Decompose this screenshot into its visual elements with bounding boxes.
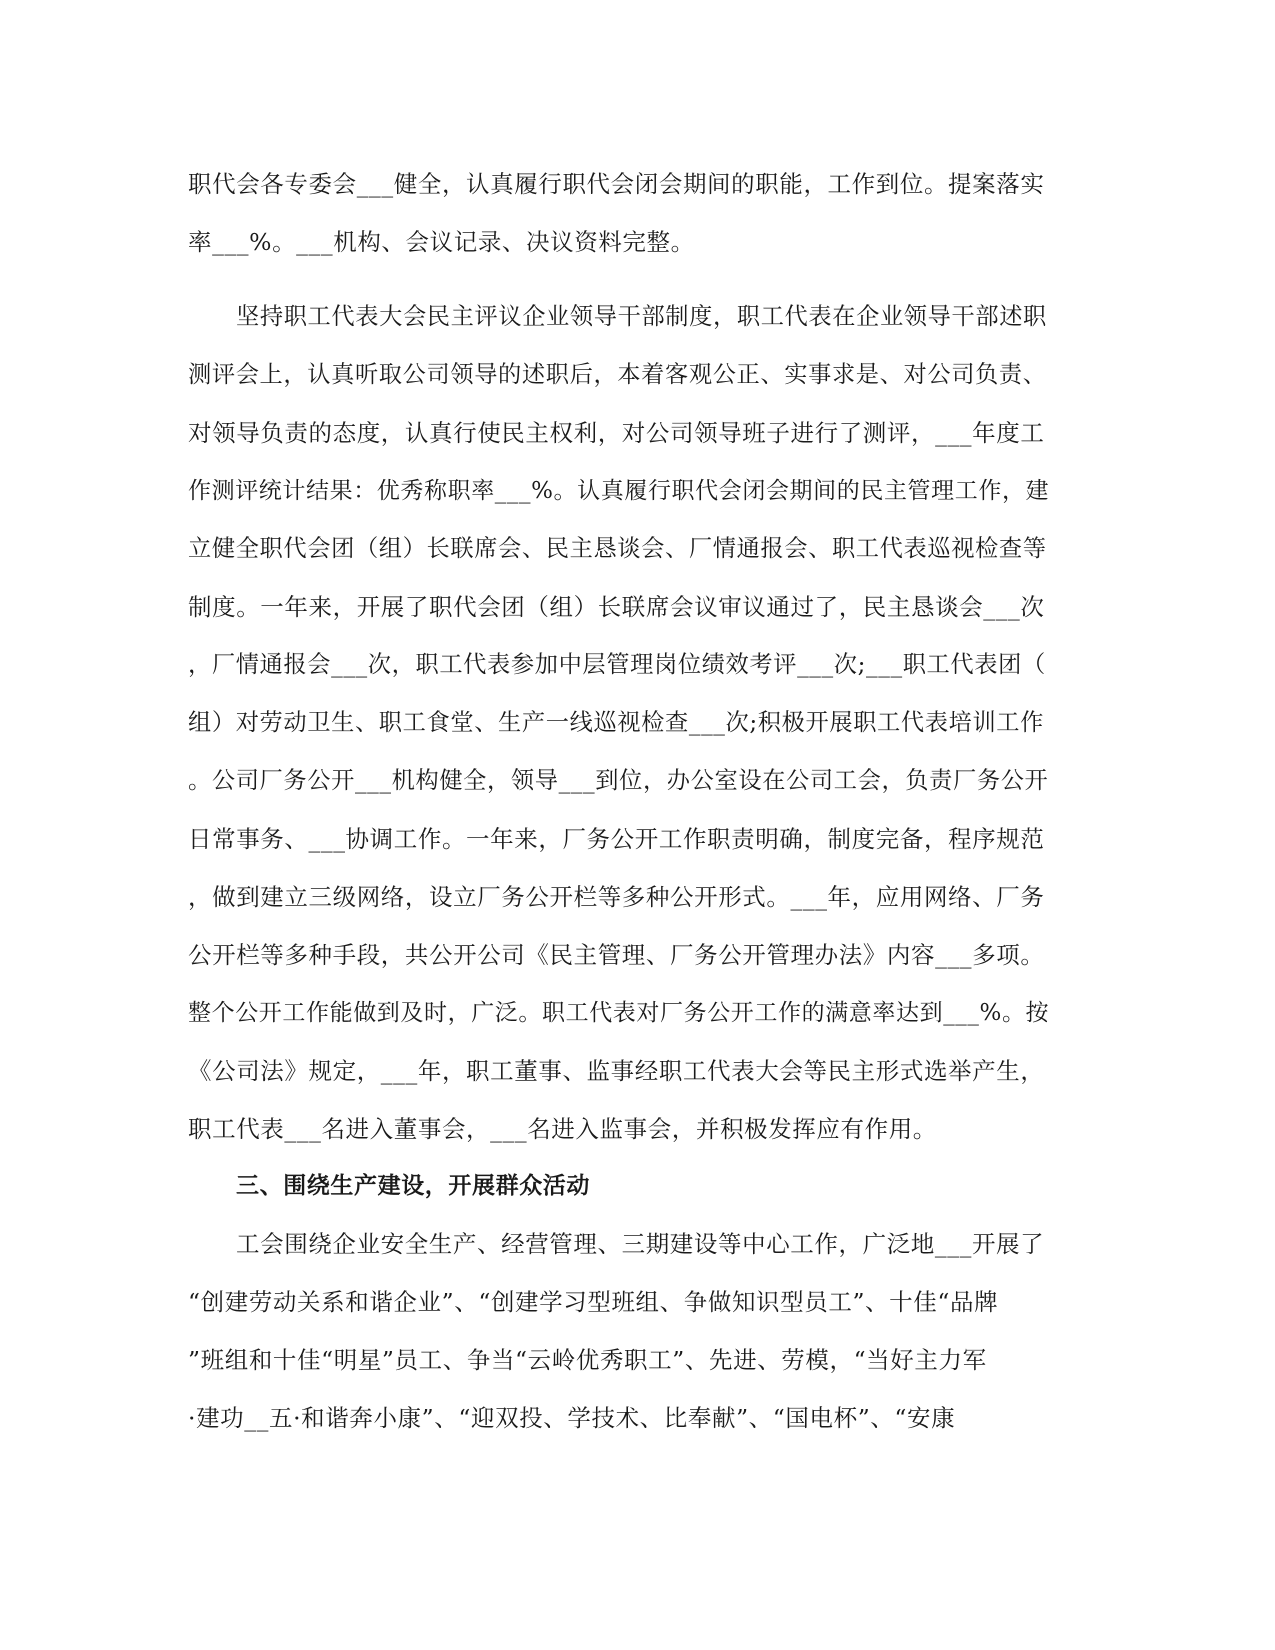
paragraph-line: 。公司厂务公开___机构健全，领导___到位，办公室设在公司工会，负责厂务公开 (188, 767, 1049, 794)
paragraph-line: 立健全职代会团（组）长联席会、民主恳谈会、厂情通报会、职工代表巡视检查等 (188, 535, 1047, 562)
paragraph-line: “创建劳动关系和谐企业”、“创建学习型班组、争做知识型员工”、十佳“品牌 (188, 1288, 999, 1316)
paragraph-line: 对领导负责的态度，认真行使民主权利，对公司领导班子进行了测评，___年度工 (188, 419, 1045, 447)
paragraph-line: 公开栏等多种手段，共公开公司《民主管理、厂务公开管理办法》内容___多项。 (188, 941, 1045, 969)
paragraph-line: 日常事务、___协调工作。一年来，厂务公开工作职责明确，制度完备，程序规范 (188, 825, 1045, 853)
paragraph-line: 率___%。___机构、会议记录、决议资料完整。 (188, 228, 695, 256)
paragraph-line: ”班组和十佳“明星”员工、争当“云岭优秀职工”、先进、劳模，“当好主力军 (188, 1346, 987, 1374)
paragraph-line: 测评会上，认真听取公司领导的述职后，本着客观公正、实事求是、对公司负责、 (188, 361, 1047, 388)
paragraph-line: 整个公开工作能做到及时，广泛。职工代表对厂务公开工作的满意率达到___%。按 (188, 1000, 1050, 1026)
paragraph-line: 制度。一年来，开展了职代会团（组）长联席会议审议通过了，民主恳谈会___次 (188, 593, 1045, 621)
paragraph-line: 组）对劳动卫生、职工食堂、生产一线巡视检查___次;积极开展职工代表培训工作 (188, 709, 1045, 736)
paragraph-line: 作测评统计结果：优秀称职率___%。认真履行职代会闭会期间的民主管理工作，建 (188, 478, 1050, 504)
paragraph-line: 《公司法》规定，___年，职工董事、监事经职工代表大会等民主形式选举产生， (188, 1057, 1045, 1085)
paragraph-line: 职工代表___名进入董事会，___名进入监事会，并积极发挥应有作用。 (188, 1115, 937, 1143)
paragraph-line: ·建功__五·和谐奔小康”、“迎双投、学技术、比奉献”、“国电杯”、“安康 (188, 1404, 956, 1432)
section-heading: 三、围绕生产建设，开展群众活动 (236, 1173, 590, 1199)
paragraph-line: ，做到建立三级网络，设立厂务公开栏等多种公开形式。___年，应用网络、厂务 (188, 883, 1045, 911)
paragraph-line: ，厂情通报会___次，职工代表参加中层管理岗位绩效考评___次;___职工代表团（ (188, 651, 1046, 678)
paragraph-line: 工会围绕企业安全生产、经营管理、三期建设等中心工作，广泛地___开展了 (236, 1230, 1045, 1258)
paragraph-line: 职代会各专委会___健全，认真履行职代会闭会期间的职能，工作到位。提案落实 (188, 170, 1045, 198)
paragraph-line: 坚持职工代表大会民主评议企业领导干部制度，职工代表在企业领导干部述职 (236, 303, 1047, 330)
